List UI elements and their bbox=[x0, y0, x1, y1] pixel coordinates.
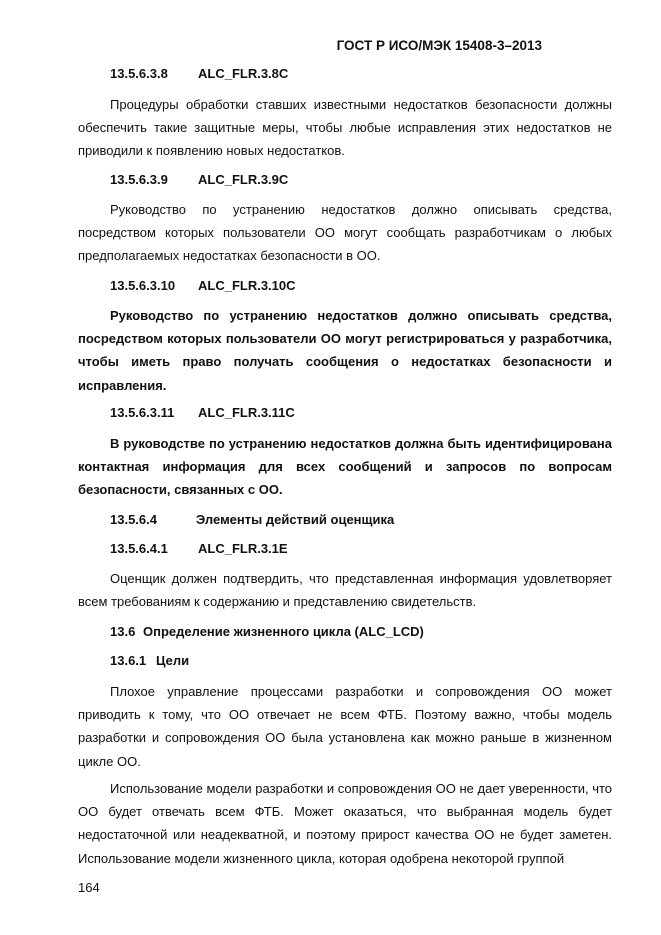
section-number: 13.6.1 bbox=[110, 653, 147, 668]
section-title: ALC_FLR.3.8C bbox=[198, 66, 289, 81]
section-number: 13.5.6.3.10 bbox=[110, 278, 176, 293]
section-heading bbox=[110, 278, 296, 293]
section-number: 13.5.6.3.11 bbox=[110, 405, 175, 420]
paragraph-bold: В руководстве по устранению недостатков должна быть идентифицирована контактная информация для всех сообщений и запросов по вопросам безопасности, связанных с ОО. bbox=[78, 436, 612, 498]
section-title: ALC_FLR.3.10C bbox=[198, 278, 296, 293]
paragraph-bold: Руководство по устранению недостатков должно описывать средства, посредством которых пользователи ОО могут регистрироваться у разработчика, чтобы иметь право получать сообщения о недостатках безопасности и исправления. bbox=[78, 308, 612, 393]
section-heading bbox=[110, 172, 288, 187]
paragraph: Оценщик должен подтвердить, что представленная информация удовлетворяет всем требованиям к содержанию и представлению свидетельств. bbox=[78, 571, 612, 610]
section-title: ALC_FLR.3.1E bbox=[198, 541, 288, 556]
page-number: 164 bbox=[78, 880, 100, 895]
section-heading bbox=[110, 624, 424, 639]
section-number: 13.5.6.4 bbox=[110, 512, 157, 527]
section-number: 13.6 bbox=[110, 624, 136, 639]
section-title: ALC_FLR.3.11C bbox=[198, 405, 295, 420]
document-header: ГОСТ Р ИСО/МЭК 15408-3–2013 bbox=[336, 38, 542, 53]
section-heading bbox=[110, 541, 288, 556]
section-title: ALC_FLR.3.9C bbox=[198, 172, 289, 187]
section-number: 13.5.6.4.1 bbox=[110, 541, 168, 556]
paragraph: Использование модели разработки и сопровождения ОО не дает уверенности, что ОО будет отвечать всем ФТБ. Может оказаться, что выбранная модель будет недостаточной или неадекватной, и поэтому прирост качества ОО не будет заметен. Использование модели жизненного цикла, которая одобрена некоторой группой bbox=[78, 781, 612, 866]
section-heading bbox=[110, 405, 295, 420]
section-number: 13.5.6.3.9 bbox=[110, 172, 168, 187]
paragraph: Плохое управление процессами разработки и сопровождения ОО может приводить к тому, что ОО отвечает не всем ФТБ. Поэтому важно, чтобы модель разработки и сопровождения ОО была установлена как можно раньше в жизненном цикле ОО. bbox=[78, 684, 612, 769]
section-number: 13.5.6.3.8 bbox=[110, 66, 168, 81]
section-title: Определение жизненного цикла (ALC_LCD) bbox=[143, 624, 424, 639]
section-heading bbox=[110, 653, 189, 668]
section-title: Элементы действий оценщика bbox=[196, 512, 395, 527]
section-title: Цели bbox=[156, 653, 190, 668]
paragraph: Процедуры обработки ставших известными недостатков безопасности должны обеспечить такие защитные меры, чтобы любые исправления этих недостатков не приводили к появлению новых недостатков. bbox=[78, 97, 612, 159]
section-heading bbox=[110, 512, 394, 527]
section-heading bbox=[110, 66, 288, 81]
paragraph: Руководство по устранению недостатков должно описывать средства, посредством которых пользователи ОО могут сообщать разработчикам о любых предполагаемых недостатках безопасности в ОО. bbox=[78, 202, 612, 264]
